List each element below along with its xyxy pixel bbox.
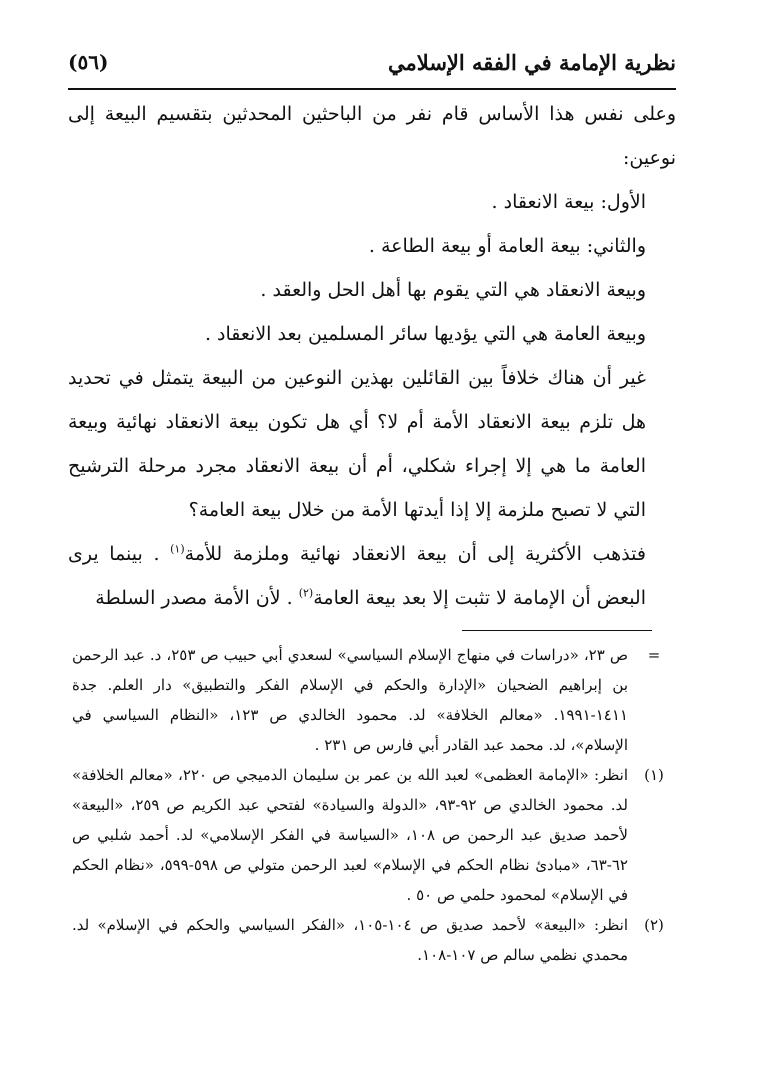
footnote-continued <box>72 640 672 760</box>
paragraph-inaugural-pledge: وبيعة الانعقاد هي التي يقوم بها أهل الحل والعقد . <box>260 279 646 301</box>
paragraph-second-type: والثاني: بيعة العامة أو بيعة الطاعة . <box>368 235 646 257</box>
footnote-text: ص ٢٣، «دراسات في منهاج الإسلام السياسي» لسعدي أبي حبيب ص ٢٥٣، د. عبد الرحمن بن إبراهيم الضحيان «الإدارة والحكم في الإسلام الفكر والتطبيق» دار العلم. جدة ١٤١١-١٩٩١. «معالم الخلافة» لد. محمود الخالدي ص ١٢٣، «النظام السياسي في الإسلام»، لد. محمد عبد القادر أبي فارس ص ٢٣١ . <box>72 646 628 754</box>
footnote-text: انظر: «الإمامة العظمى» لعبد الله بن عمر بن سليمان الدميجي ص ٢٢٠، «معالم الخلافة» لد. محمود الخالدي ص ٩٢-٩٣، «الدولة والسيادة» لفتحي عبد الكريم ص ٢٥٩، «البيعة» لأحمد صديق عبد الرحمن ص ١٠٨، «السياسة في الفكر الإسلامي» لد. أحمد شلبي ص ٦٢-٦٣، «مبادئ نظام الحكم في الإسلام» لعبد الرحمن متولي ص ٥٩٨-٥٩٩، «نظام الحكم في الإسلام» لمحمود حلمي ص ٥٠ . <box>72 766 628 904</box>
footnote-marker: (٢) <box>644 916 664 934</box>
paragraph-first-type: الأول: بيعة الانعقاد . <box>491 191 646 213</box>
paragraph-disagreement: غير أن هناك خلافاً بين القائلين بهذين النوعين من البيعة يتمثل في تحديد هل تلزم بيعة الانعقاد الأمة أم لا؟ أي هل تكون بيعة الانعقاد نهائية وبيعة العامة ما هي إلا إجراء شكلي، أم أن بيعة الانعقاد مجرد مرحلة الترشيح التي لا تصبح ملزمة إلا إذا أيدتها الأمة من خلال بيعة العامة؟ <box>68 367 646 521</box>
footnote-marker: (١) <box>644 766 664 784</box>
footnote-2 <box>72 910 672 970</box>
authority-text: . لأن الأمة مصدر السلطة <box>95 587 299 609</box>
footnote-ref-1[interactable]: (١) <box>170 542 185 556</box>
page-number: (٥٦) <box>68 50 109 74</box>
body-text <box>68 92 676 620</box>
footnotes <box>72 640 672 970</box>
paragraph-majority-view <box>68 532 676 620</box>
footnote-1 <box>72 760 672 910</box>
footnote-separator <box>462 630 652 631</box>
majority-view-text: فتذهب الأكثرية إلى أن بيعة الانعقاد نهائية وملزمة للأمة <box>184 543 646 565</box>
paragraph-public-pledge: وبيعة العامة هي التي يؤديها سائر المسلمين بعد الانعقاد . <box>204 323 646 345</box>
footnote-ref-2[interactable]: (٢) <box>298 586 314 600</box>
paragraph-intro: وعلى نفس هذا الأساس قام نفر من الباحثين المحدثين بتقسيم البيعة إلى نوعين: <box>68 103 676 169</box>
page-header <box>68 44 676 90</box>
footnote-text: انظر: «البيعة» لأحمد صديق ص ١٠٤-١٠٥، «الفكر السياسي والحكم في الإسلام» لد. محمدي نظمي سالم ص ١٠٧-١٠٨. <box>72 916 629 964</box>
minority-view-text: . بينما يرى البعض أن الإمامة لا تثبت إلا بعد بيعة العامة <box>68 543 646 609</box>
running-title: نظرية الإمامة في الفقه الإسلامي <box>388 50 676 75</box>
footnote-marker: = <box>647 646 661 664</box>
